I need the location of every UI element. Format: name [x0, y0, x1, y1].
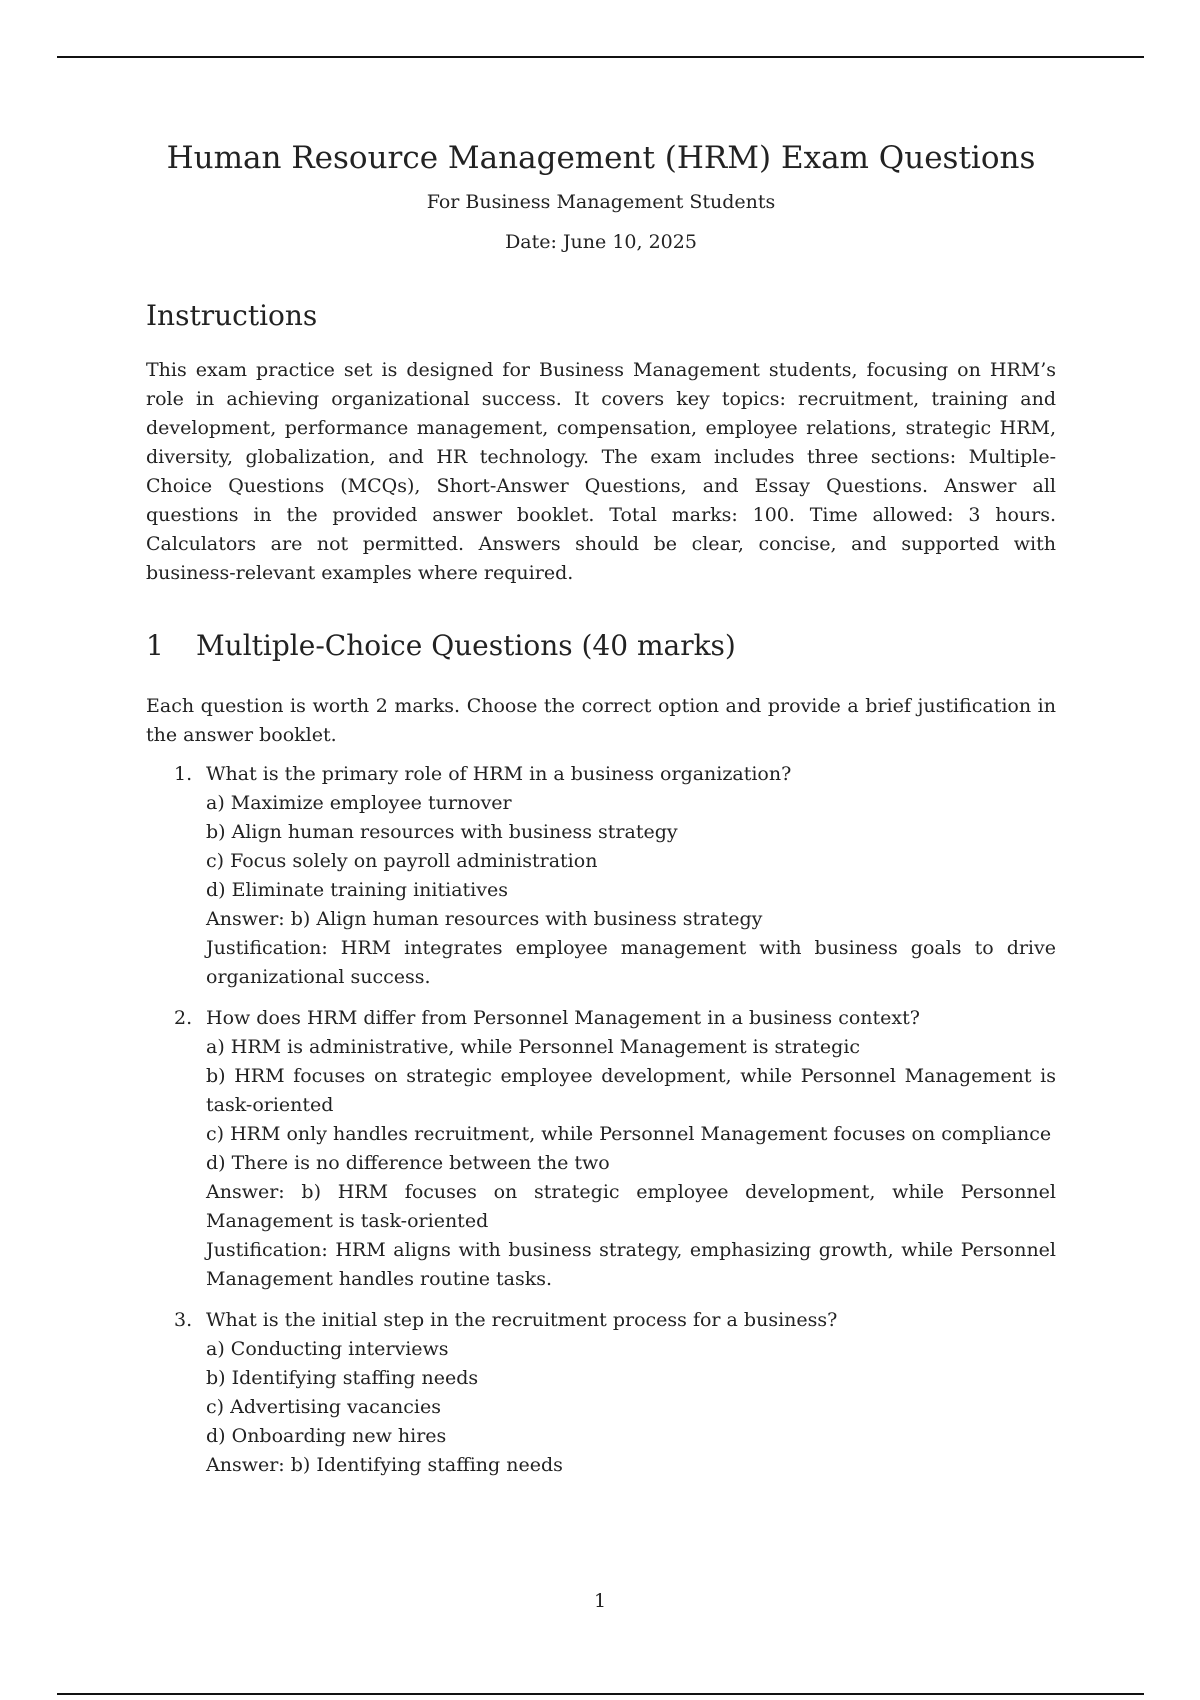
question-number: 1.	[174, 763, 193, 785]
document-title: Human Resource Management (HRM) Exam Questions	[166, 140, 1036, 176]
question-text: What is the initial step in the recruitment process for a business?	[206, 1309, 838, 1331]
option: c) Advertising vacancies	[206, 1396, 441, 1418]
answer: Answer: b) Identifying staffing needs	[206, 1454, 563, 1476]
footer-rule	[57, 1693, 1144, 1695]
justification: Justification: HRM integrates employee management with business goals to drive organizational success.	[206, 937, 1056, 988]
justification: Justification: HRM aligns with business strategy, emphasizing growth, while Personnel Management handles routine tasks.	[206, 1239, 1056, 1290]
option: a) HRM is administrative, while Personnel Management is strategic	[206, 1036, 861, 1058]
document-subtitle: For Business Management Students	[426, 191, 776, 213]
section-number: 1	[146, 629, 164, 662]
question-item	[146, 1004, 1056, 1294]
question-item	[146, 1306, 1056, 1480]
answer: Answer: b) HRM focuses on strategic employee development, while Personnel Management is task-oriented	[206, 1181, 1056, 1232]
document-date: Date: June 10, 2025	[505, 231, 697, 253]
question-number: 2.	[174, 1007, 193, 1029]
answer: Answer: b) Align human resources with business strategy	[206, 908, 763, 930]
section-title: Multiple-Choice Questions (40 marks)	[196, 629, 736, 662]
question-list	[146, 760, 1056, 1480]
option: d) There is no difference between the two	[206, 1152, 610, 1174]
section-intro: Each question is worth 2 marks. Choose the correct option and provide a brief justification in the answer booklet.	[146, 695, 1056, 746]
option: a) Conducting interviews	[206, 1338, 449, 1360]
page-number: 1	[593, 1590, 607, 1612]
header-rule	[57, 56, 1144, 58]
section-heading	[146, 628, 1056, 664]
option: c) HRM only handles recruitment, while Personnel Management focuses on compliance	[206, 1123, 1052, 1145]
option: c) Focus solely on payroll administration	[206, 850, 598, 872]
option: a) Maximize employee turnover	[206, 792, 512, 814]
instructions-text: This exam practice set is designed for Business Management students, focusing on HRM’s role in achieving organizational success. It covers key topics: recruitment, training and development, performance management, compensation, employee relations, strategic HRM, diversity, globalization, and HR technology. The exam includes three sections: Multiple-Choice Questions (MCQs), Short-Answer Questions, and Essay Questions. Answer all questions in the provided answer booklet. Total marks: 100. Time allowed: 3 hours. Calculators are not permitted. Answers should be clear, concise, and supported with business-relevant examples where required.	[146, 359, 1056, 584]
question-text: How does HRM differ from Personnel Management in a business context?	[206, 1007, 920, 1029]
option: b) Identifying staffing needs	[206, 1367, 479, 1389]
question-item	[146, 760, 1056, 992]
option: b) HRM focuses on strategic employee development, while Personnel Management is task-oriented	[206, 1065, 1056, 1116]
instructions-heading: Instructions	[146, 299, 318, 332]
option: d) Eliminate training initiatives	[206, 879, 508, 901]
page-content	[146, 138, 1056, 1492]
question-text: What is the primary role of HRM in a business organization?	[206, 763, 792, 785]
option: b) Align human resources with business strategy	[206, 821, 678, 843]
option: d) Onboarding new hires	[206, 1425, 447, 1447]
question-number: 3.	[174, 1309, 193, 1331]
